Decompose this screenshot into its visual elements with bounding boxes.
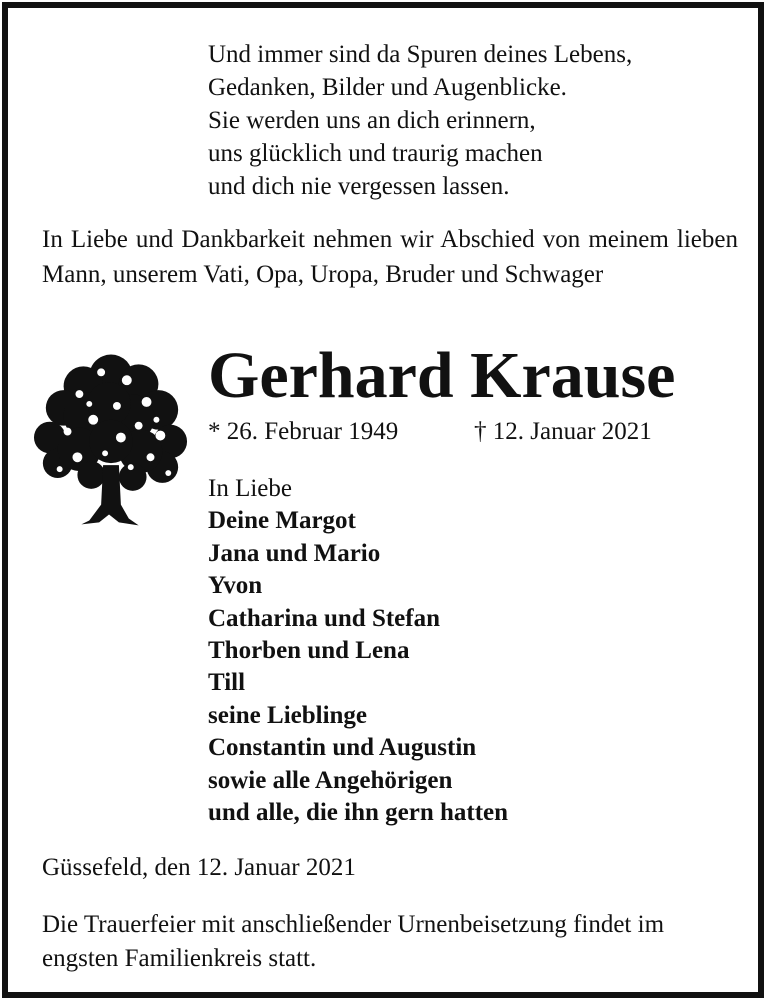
- poem-line: und dich nie vergessen lassen.: [208, 173, 510, 200]
- tree-icon: [32, 346, 190, 530]
- mourners-lead: In Liebe: [208, 475, 292, 502]
- mourners-list: [208, 473, 508, 829]
- mourner-name: und alle, die ihn gern hatten: [208, 799, 509, 827]
- deceased-name: Gerhard Krause: [208, 339, 676, 412]
- place-and-date: Güssefeld, den 12. Januar 2021: [42, 854, 356, 881]
- mourner-name: Deine Margot: [208, 507, 356, 535]
- mourner-name: sowie alle Angehörigen: [208, 766, 453, 794]
- mourner-name: Catharina und Stefan: [208, 604, 440, 632]
- mourner-name: Thorben und Lena: [208, 637, 410, 665]
- poem-line: Gedanken, Bilder und Augenblicke.: [208, 74, 567, 101]
- mourner-name: Constantin und Augustin: [208, 734, 477, 762]
- poem-line: Und immer sind da Spuren deines Lebens,: [208, 41, 633, 68]
- poem-line: uns glücklich und traurig machen: [208, 140, 543, 167]
- farewell-intro: In Liebe und Dankbarkeit nehmen wir Abschied von meinem lieben Mann, unserem Vati, Opa, Uropa, Bruder und Schwager: [42, 226, 738, 288]
- obituary-notice: [2, 2, 764, 998]
- mourner-name: seine Lieblinge: [208, 701, 368, 729]
- funeral-service-note: Die Trauerfeier mit anschließender Urnenbeisetzung findet im engsten Familienkreis statt.: [42, 911, 665, 972]
- death-date: † 12. Januar 2021: [474, 418, 652, 445]
- mourner-name: Jana und Mario: [208, 539, 381, 567]
- memorial-poem: [208, 38, 748, 203]
- mourner-name: Till: [208, 669, 246, 697]
- mourner-name: Yvon: [208, 572, 263, 600]
- poem-line: Sie werden uns an dich erinnern,: [208, 107, 536, 134]
- birth-date: * 26. Februar 1949: [208, 418, 399, 445]
